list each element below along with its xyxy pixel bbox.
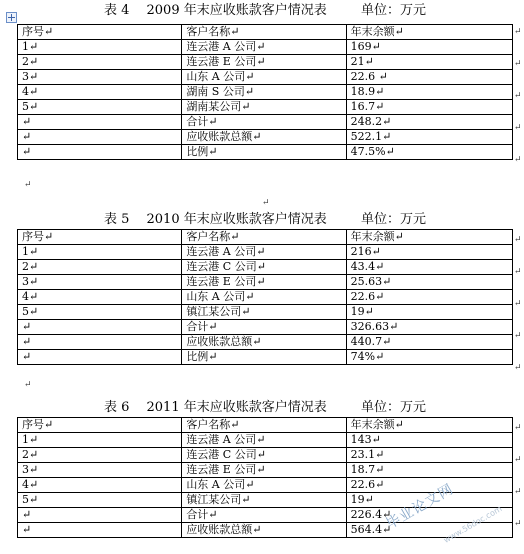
table-cell: 应收账款总额↵ (182, 523, 346, 538)
table-row (18, 335, 513, 350)
table-cell: 镇江某公司↵ (182, 493, 346, 508)
table-cell: 1↵ (18, 433, 182, 448)
row-end-mark: ↵ (514, 519, 522, 529)
table-cell: 1↵ (18, 40, 182, 55)
table-cell: 4↵ (18, 478, 182, 493)
table-cell: 2↵ (18, 260, 182, 275)
table-cell: 合计↵ (182, 320, 346, 335)
row-end-mark: ↵ (514, 363, 522, 373)
table-row (18, 115, 513, 130)
table-cell: ↵ (18, 350, 182, 365)
paragraph-mark: ↵ (24, 380, 32, 390)
table-row (18, 145, 513, 160)
table-cell: 连云港 A 公司↵ (182, 433, 346, 448)
header-cell: 序号↵ (18, 25, 182, 40)
table-row (18, 523, 513, 538)
receivables-table-2010 (17, 229, 513, 365)
table-cell: 山东 A 公司↵ (182, 478, 346, 493)
table-row (18, 260, 513, 275)
row-end-mark: ↵ (514, 487, 522, 497)
table-cell: 248.2↵ (346, 115, 512, 130)
row-end-mark: ↵ (514, 27, 522, 37)
table-cell: 564.4↵ (346, 523, 512, 538)
header-cell: 客户名称↵ (182, 418, 346, 433)
table-row (18, 245, 513, 260)
table-row (18, 433, 513, 448)
table-cell: 合计↵ (182, 508, 346, 523)
table-cell: 比例↵ (182, 145, 346, 160)
table-cell: 18.9↵ (346, 85, 512, 100)
table-cell: 19↵ (346, 493, 512, 508)
table-cell: 16.7↵ (346, 100, 512, 115)
table-row (18, 448, 513, 463)
table-cell: 连云港 E 公司↵ (182, 55, 346, 70)
row-end-mark: ↵ (514, 235, 522, 245)
receivables-table-2009 (17, 24, 513, 160)
row-end-mark: ↵ (514, 155, 522, 165)
table-cell: 3↵ (18, 275, 182, 290)
table-cell: 5↵ (18, 100, 182, 115)
table-cell: 522.1↵ (346, 130, 512, 145)
table-cell: ↵ (18, 508, 182, 523)
table-cell: 216↵ (346, 245, 512, 260)
table-cell: 合计↵ (182, 115, 346, 130)
table-cell: 25.63↵ (346, 275, 512, 290)
table-cell: 4↵ (18, 85, 182, 100)
row-end-mark: ↵ (514, 91, 522, 101)
table-cell: ↵ (18, 335, 182, 350)
table-cell: ↵ (18, 115, 182, 130)
table-header-row (18, 25, 513, 40)
table-caption: 表 5 2010 年末应收账款客户情况表 单位：万元 (103, 212, 427, 227)
table-cell: 47.5%↵ (346, 145, 512, 160)
table-cell: 连云港 A 公司↵ (182, 40, 346, 55)
row-end-mark: ↵ (514, 123, 522, 133)
header-cell: 客户名称↵ (182, 230, 346, 245)
table-cell: 43.4↵ (346, 260, 512, 275)
table-row (18, 70, 513, 85)
table-cell: 连云港 C 公司↵ (182, 260, 346, 275)
table-cell: 湖南 S 公司↵ (182, 85, 346, 100)
row-end-mark: ↵ (514, 267, 522, 277)
table-cell: 镇江某公司↵ (182, 305, 346, 320)
table-row (18, 290, 513, 305)
row-end-mark: ↵ (514, 299, 522, 309)
table-cell: 21↵ (346, 55, 512, 70)
table-cell: ↵ (18, 130, 182, 145)
header-cell: 年末余额↵ (346, 25, 512, 40)
table-cell: 5↵ (18, 305, 182, 320)
table-cell: 22.6↵ (346, 478, 512, 493)
table-cell: 1↵ (18, 245, 182, 260)
table-row (18, 320, 513, 335)
table-cell: ↵ (18, 320, 182, 335)
table-cell: 连云港 A 公司↵ (182, 245, 346, 260)
header-cell: 年末余额↵ (346, 418, 512, 433)
table-cell: ↵ (18, 145, 182, 160)
table-cell: 山东 A 公司↵ (182, 70, 346, 85)
header-cell: 年末余额↵ (346, 230, 512, 245)
table-cell: 23.1↵ (346, 448, 512, 463)
table-cell: 湖南某公司↵ (182, 100, 346, 115)
table-cell: 3↵ (18, 70, 182, 85)
table-cell: 22.6↵ (346, 290, 512, 305)
receivables-table-2011 (17, 417, 513, 538)
table-cell: 3↵ (18, 463, 182, 478)
table-row (18, 40, 513, 55)
table-cell: 169↵ (346, 40, 512, 55)
table-cell: 326.63↵ (346, 320, 512, 335)
table-cell: 74%↵ (346, 350, 512, 365)
table-cell: 143↵ (346, 433, 512, 448)
table-row (18, 350, 513, 365)
table-caption: 表 4 2009 年末应收账款客户情况表 单位：万元 (103, 3, 427, 18)
watermark-url: www.56doc.com (442, 504, 504, 545)
header-cell: 序号↵ (18, 230, 182, 245)
table-cell: 应收账款总额↵ (182, 335, 346, 350)
table-cell: 2↵ (18, 55, 182, 70)
table-cell: ↵ (18, 523, 182, 538)
table-row (18, 55, 513, 70)
table-row (18, 85, 513, 100)
table-cell: 连云港 C 公司↵ (182, 448, 346, 463)
table-cell: 226.4↵ (346, 508, 512, 523)
table-cell: 连云港 E 公司↵ (182, 275, 346, 290)
paragraph-mark: ↵ (262, 198, 270, 208)
table-cell: 19↵ (346, 305, 512, 320)
table-cell: 连云港 E 公司↵ (182, 463, 346, 478)
table-cell: 5↵ (18, 493, 182, 508)
table-row (18, 463, 513, 478)
table-cell: 山东 A 公司↵ (182, 290, 346, 305)
row-end-mark: ↵ (514, 59, 522, 69)
table-cell: 4↵ (18, 290, 182, 305)
row-end-mark: ↵ (514, 423, 522, 433)
table-move-handle-icon[interactable] (6, 12, 17, 23)
table-cell: 应收账款总额↵ (182, 130, 346, 145)
table-row (18, 305, 513, 320)
table-cell: 比例↵ (182, 350, 346, 365)
row-end-mark: ↵ (514, 455, 522, 465)
table-header-row (18, 230, 513, 245)
watermark: 毕业论文网 (383, 481, 457, 533)
table-cell: 18.7↵ (346, 463, 512, 478)
row-end-mark: ↵ (514, 331, 522, 341)
header-cell: 客户名称↵ (182, 25, 346, 40)
paragraph-mark: ↵ (24, 180, 32, 190)
header-cell: 序号↵ (18, 418, 182, 433)
table-header-row (18, 418, 513, 433)
table-row (18, 275, 513, 290)
table-cell: 22.6 ↵ (346, 70, 512, 85)
table-row (18, 508, 513, 523)
table-cell: 2↵ (18, 448, 182, 463)
table-caption: 表 6 2011 年末应收账款客户情况表 单位：万元 (103, 400, 427, 415)
table-row (18, 130, 513, 145)
table-row (18, 100, 513, 115)
table-cell: 440.7↵ (346, 335, 512, 350)
